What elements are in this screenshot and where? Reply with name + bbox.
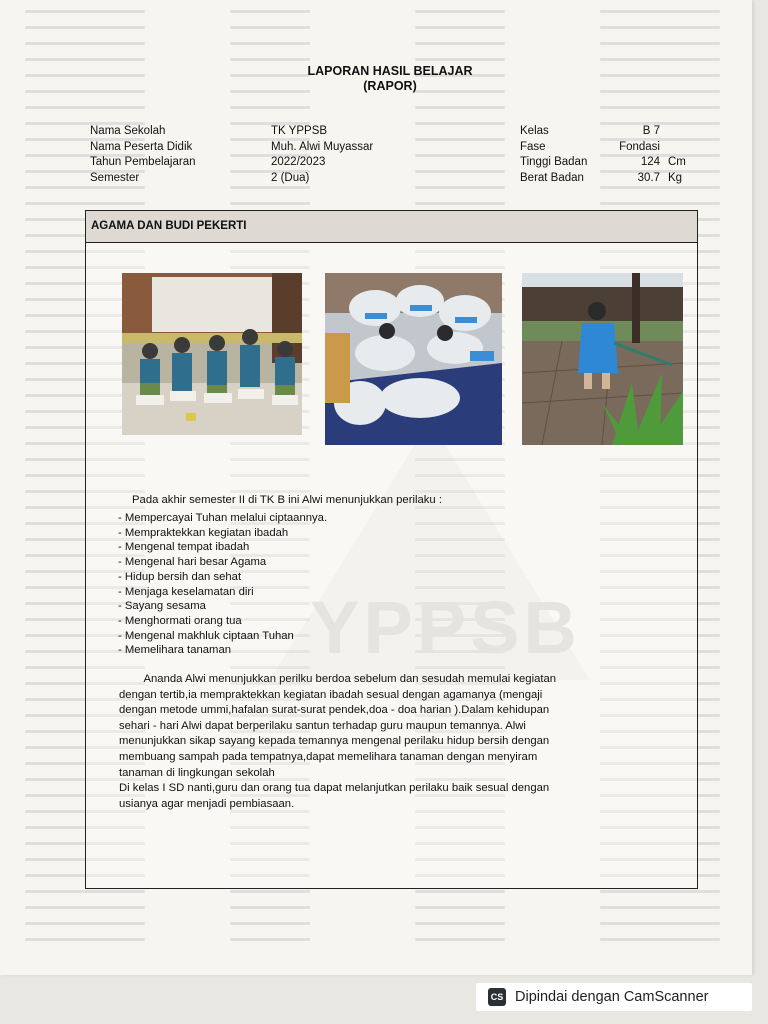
list-item: - Menjaga keselamatan diri: [118, 585, 254, 598]
photo-child-watering-plants: [522, 273, 683, 445]
physical-info-units: [668, 124, 686, 186]
paragraph-line: Ananda Alwi menunjukkan perilku berdoa sebelum dan sesudah memulai kegiatan: [119, 673, 557, 685]
behavior-list: [118, 511, 327, 658]
student-info-labels: [90, 124, 196, 186]
paragraph-line: Di kelas I SD nanti,guru dan orang tua dapat melanjutkan perilaku baik sesual dengan: [119, 782, 550, 795]
photo-children-on-mat: [325, 273, 502, 445]
info-unit: [668, 124, 686, 140]
list-item: - Mempraktekkan kegiatan ibadah: [118, 526, 289, 539]
info-value: 124: [640, 156, 660, 168]
info-value: 2022/2023: [271, 156, 326, 168]
section-header: [86, 211, 697, 243]
paragraph-line: dengan tertib,ia mempraktekkan kegiatan ibadah sesual dengan agamanya (mengaji: [119, 688, 543, 701]
info-value: Fondasi: [619, 140, 660, 153]
info-unit: [668, 140, 686, 156]
report-title: [230, 64, 550, 94]
info-value: B 7: [642, 125, 660, 137]
info-value: Muh. Alwi Muyassar: [271, 140, 374, 153]
narrative-paragraph: [119, 672, 679, 812]
list-item: - Menghormati orang tua: [118, 614, 242, 627]
list-item: - Memelihara tanaman: [118, 644, 232, 657]
section-heading: AGAMA DAN BUDI PEKERTI: [91, 220, 247, 232]
behavior-intro: Pada akhir semester II di TK B ini Alwi menunjukkan perilaku :: [132, 494, 442, 506]
info-label: Nama Peserta Didik: [90, 140, 193, 153]
info-unit: Cm: [668, 156, 686, 168]
physical-info-labels: [520, 124, 587, 186]
list-item: - Hidup bersih dan sehat: [118, 570, 242, 583]
list-item: - Mempercayai Tuhan melalui ciptaannya.: [118, 512, 328, 524]
religion-section: [85, 210, 698, 889]
list-item: - Mengenal hari besar Agama: [118, 556, 267, 569]
camscanner-badge: [476, 983, 752, 1011]
paragraph-line: usianya agar menjadi pembiasaan.: [119, 797, 295, 810]
title-line-1: LAPORAN HASIL BELAJAR: [307, 64, 473, 78]
info-label: Fase: [520, 140, 546, 153]
info-label: Tahun Pembelajaran: [90, 156, 196, 168]
paragraph-line: tanaman di lingkungan sekolah: [119, 766, 275, 779]
list-item: - Mengenal tempat ibadah: [118, 541, 250, 554]
camscanner-text: Dipindai dengan CamScanner: [515, 989, 709, 1005]
list-item: - Mengenal makhluk ciptaan Tuhan: [118, 629, 294, 642]
info-label: Tinggi Badan: [520, 156, 588, 168]
paragraph-line: menunjukkan sikap sayang kepada temannya mengenal perilaku hidup bersih dengan: [119, 735, 550, 748]
paragraph-line: sehari - hari Alwi dapat berperilaku santun terhadap guru maupun temannya. Alwi: [119, 719, 526, 732]
info-unit: Kg: [668, 171, 683, 184]
info-value: 2 (Dua): [271, 171, 310, 184]
photo-children-praying: [122, 273, 302, 435]
paragraph-line: dengan metode ummi,hafalan surat-surat pendek,doa - doa harian ).Dalam kehidupan: [119, 704, 550, 717]
info-value: 30.7: [637, 171, 660, 184]
info-label: Berat Badan: [520, 171, 584, 184]
camscanner-logo-icon: CS: [488, 988, 506, 1006]
physical-info-values: [600, 124, 660, 186]
watermark-text: YPPSB: [310, 586, 581, 669]
info-value: TK YPPSB: [271, 125, 328, 137]
title-line-2: (RAPOR): [363, 79, 417, 93]
info-label: Kelas: [520, 125, 549, 137]
student-info-values: [271, 124, 373, 186]
list-item: - Sayang sesama: [118, 600, 206, 613]
info-label: Semester: [90, 171, 140, 184]
paragraph-line: membuang sampah pada tempatnya,dapat memelihara tanaman dengan menyiram: [119, 750, 538, 763]
info-label: Nama Sekolah: [90, 125, 166, 137]
